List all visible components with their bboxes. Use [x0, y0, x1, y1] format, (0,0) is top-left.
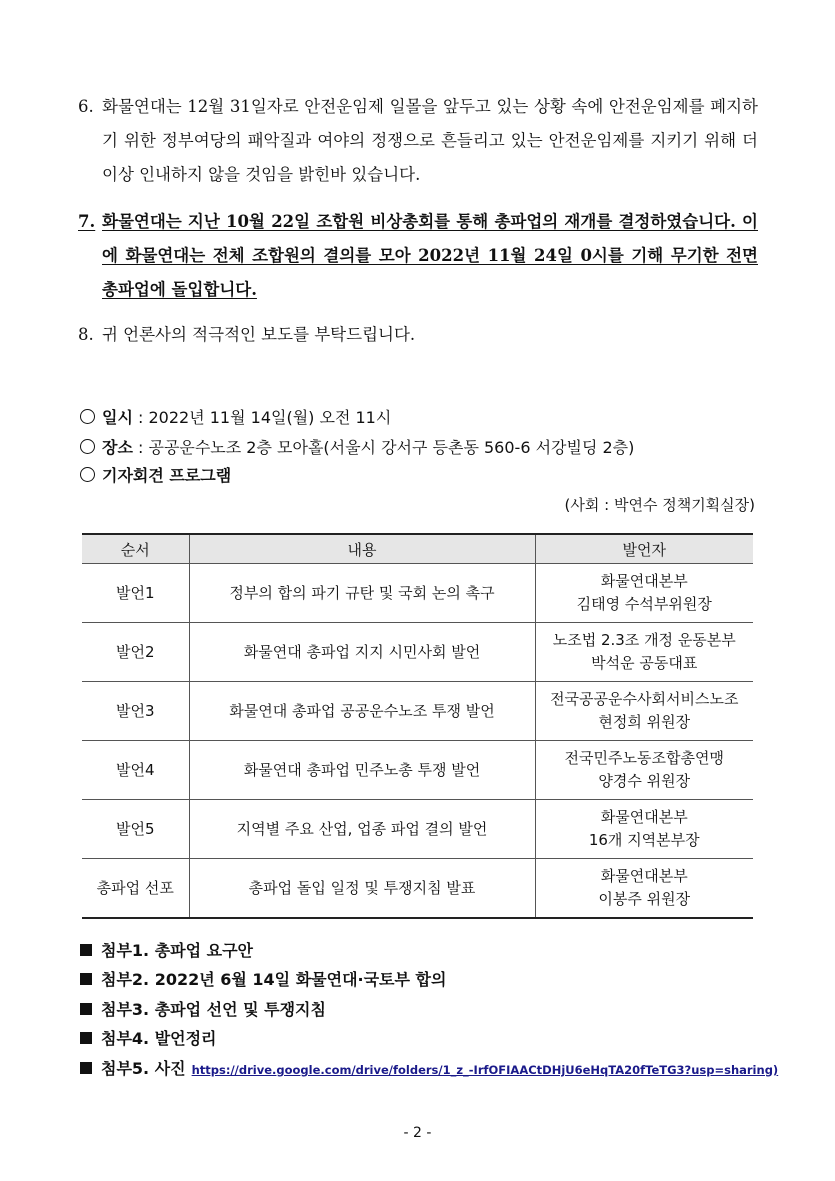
paragraph-number: 7. [78, 212, 96, 231]
circle-bullet-icon [80, 409, 95, 424]
info-program-label: 기자회견 프로그램 [102, 466, 232, 485]
cell-order: 발언2 [82, 623, 189, 682]
speaker-name: 양경수 위원장 [598, 772, 691, 790]
circle-bullet-icon [80, 439, 95, 454]
program-table [82, 533, 753, 919]
square-bullet-icon [80, 1062, 92, 1074]
cell-speaker [535, 800, 753, 859]
cell-content: 지역별 주요 산업, 업종 파업 결의 발언 [189, 800, 535, 859]
info-place-value: : 공공운수노조 2층 모아홀(서울시 강서구 등촌동 560-6 서강빌딩 2층) [132, 438, 635, 457]
photo-drive-link[interactable]: https://drive.google.com/drive/folders/1_z_-IrfOFIAACtDHjU6eHqTA20fTeTG3?usp=sharing) [191, 1063, 779, 1077]
square-bullet-icon [80, 973, 92, 985]
paragraph-text: 귀 언론사의 적극적인 보도를 부탁드립니다. [102, 325, 416, 344]
cell-speaker [535, 623, 753, 682]
page-number: - 2 - [403, 1125, 432, 1141]
speaker-name: 16개 지역본부장 [588, 831, 700, 849]
table-row [82, 623, 753, 682]
info-program [80, 464, 231, 488]
table-row [82, 859, 753, 919]
speaker-org: 화물연대본부 [600, 572, 688, 590]
attachment-label: 첨부4. 발언정리 [101, 1029, 217, 1048]
square-bullet-icon [80, 944, 92, 956]
speaker-name: 김태영 수석부위원장 [576, 595, 712, 613]
paragraph-number: 6. [78, 97, 94, 116]
host-note: (사회 : 박연수 정책기획실장) [564, 496, 755, 514]
attachment-4 [80, 1028, 217, 1050]
paragraph-6 [78, 90, 758, 192]
header-content: 내용 [189, 534, 535, 564]
speaker-org: 화물연대본부 [600, 867, 688, 885]
square-bullet-icon [80, 1032, 92, 1044]
paragraph-text: 화물연대는 12월 31일자로 안전운임제 일몰을 앞두고 있는 상황 속에 안전운임제를 폐지하기 위한 정부여당의 패악질과 여야의 정쟁으로 흔들리고 있는 안전운임제를 지키기 위해 더 이상 인내하지 않을 것임을 밝힌바 있습니다. [102, 97, 758, 184]
speaker-name: 박석운 공동대표 [591, 654, 698, 672]
cell-order: 발언3 [82, 682, 189, 741]
attachment-label: 첨부3. 총파업 선언 및 투쟁지침 [101, 1000, 326, 1019]
attachment-label: 첨부5. 사진 [101, 1059, 186, 1078]
cell-order: 총파업 선포 [82, 859, 189, 919]
table-header-row [82, 534, 753, 564]
table-row [82, 682, 753, 741]
cell-speaker [535, 682, 753, 741]
cell-order: 발언1 [82, 564, 189, 623]
speaker-name: 이봉주 위원장 [598, 890, 691, 908]
attachment-label: 첨부2. 2022년 6월 14일 화물연대·국토부 합의 [101, 970, 447, 989]
table-row [82, 800, 753, 859]
speaker-org: 전국공공운수사회서비스노조 [550, 690, 739, 708]
paragraph-number: 8. [78, 325, 94, 344]
cell-order: 발언5 [82, 800, 189, 859]
attachment-1 [80, 940, 253, 962]
cell-content: 총파업 돌입 일정 및 투쟁지침 발표 [189, 859, 535, 919]
info-date [80, 406, 391, 430]
attachment-label: 첨부1. 총파업 요구안 [101, 941, 253, 960]
attachment-2 [80, 969, 446, 991]
speaker-org: 노조법 2.3조 개정 운동본부 [552, 631, 736, 649]
circle-bullet-icon [80, 467, 95, 482]
attachment-3 [80, 999, 326, 1021]
paragraph-text: 화물연대는 지난 10월 22일 조합원 비상총회를 통해 총파업의 재개를 결정하였습니다. 이에 화물연대는 전체 조합원의 결의를 모아 2022년 11월 24일 0시를 기해 무기한 전면 총파업에 돌입합니다. [102, 212, 758, 299]
info-place [80, 436, 634, 460]
cell-speaker [535, 741, 753, 800]
info-date-label: 일시 [102, 408, 133, 427]
paragraph-8 [78, 318, 758, 352]
attachment-5 [80, 1058, 778, 1081]
cell-speaker [535, 859, 753, 919]
cell-content: 화물연대 총파업 지지 시민사회 발언 [189, 623, 535, 682]
speaker-org: 전국민주노동조합총연맹 [564, 749, 724, 767]
cell-content: 화물연대 총파업 공공운수노조 투쟁 발언 [189, 682, 535, 741]
cell-content: 화물연대 총파업 민주노총 투쟁 발언 [189, 741, 535, 800]
table-row [82, 741, 753, 800]
square-bullet-icon [80, 1003, 92, 1015]
speaker-name: 현정희 위원장 [598, 713, 691, 731]
info-place-label: 장소 [102, 438, 133, 457]
table-row [82, 564, 753, 623]
speaker-org: 화물연대본부 [600, 808, 688, 826]
info-date-value: : 2022년 11월 14일(월) 오전 11시 [132, 408, 392, 427]
header-order: 순서 [82, 534, 189, 564]
paragraph-7 [78, 205, 758, 307]
cell-order: 발언4 [82, 741, 189, 800]
cell-content: 정부의 합의 파기 규탄 및 국회 논의 촉구 [189, 564, 535, 623]
cell-speaker [535, 564, 753, 623]
header-speaker: 발언자 [535, 534, 753, 564]
